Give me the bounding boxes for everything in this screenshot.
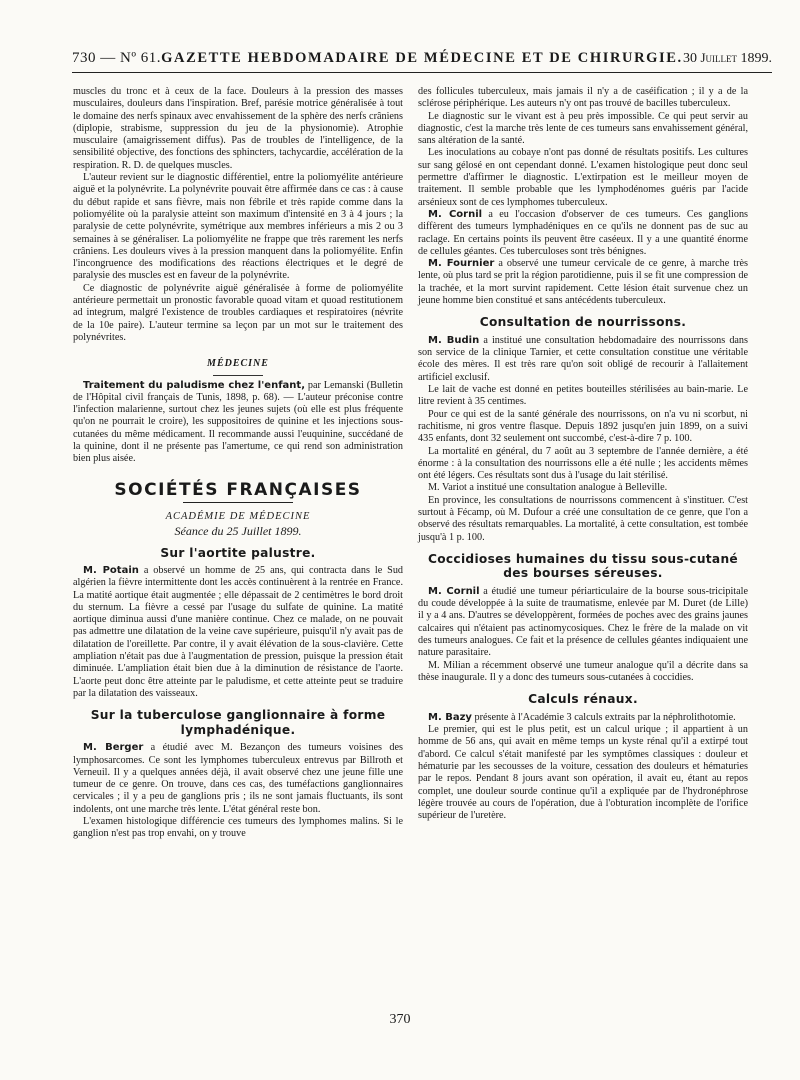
journal-title: GAZETTE HEBDOMADAIRE DE MÉDECINE ET DE CHIRURGIE. xyxy=(161,49,683,66)
author-name: M. Berger xyxy=(83,742,144,754)
paragraph: L'examen histologique différencie ces tumeurs des lymphomes malins. Si le ganglion n'est pas trop envahi, on y trouve xyxy=(73,816,403,840)
right-column xyxy=(418,86,748,822)
paragraph: Traitement du paludisme chez l'enfant, par Lemanski (Bulletin de l'Hôpital civil français de Tunis, 1898, p. 68). — L'auteur préconise contre l'infection malarienne, surtout chez les jeunes sujets (où elle est plus fréquente qu'on ne pourrait le croire), les suppositoires de quinine et les injections sous-cutanées du même médicament. Il recommande aussi l'euquinine, succédané de la quinine, dont il ne présente pas l'amertume, ce qui rend son administration bien plus aisée. xyxy=(73,379,404,465)
author-name: M. Cornil xyxy=(428,208,483,220)
subsection-title: Coccidioses humaines du tissu sous-cutané des bourses séreuses. xyxy=(427,551,738,581)
paragraph: La mortalité en général, du 7 août au 3 septembre de l'année dernière, a été énorme : à la consultation des nourrissons elle a été nulle ; les accidents mêmes ont été légers. Ces résultats sont dus à l'usage du lait stérilisé. xyxy=(418,445,748,482)
left-column xyxy=(73,86,403,841)
subsection-title: Calculs rénaux. xyxy=(528,692,638,707)
paragraph: M. Cornil a eu l'occasion d'observer de ces tumeurs. Ces ganglions diffèrent des tumeurs lymphadéniques en ce qu'ils ne donnent pas de suc au raclage. En certains points ils peuvent être caséeux. Il y a une quantité énorme de cellules géantes. Ces tuberculoses sont très bénignes. xyxy=(418,208,749,257)
paragraph: M. Fournier a observé une tumeur cervicale de ce genre, à marche très lente, où plus tard se prit la région parotidienne, puis il se fit une compression de la trachée, et la mort survint rapidement. Cette lésion était survenue chez un jeune homme bien constitué et sans antécédents tuberculeux. xyxy=(418,258,749,307)
author-name: M. Potain xyxy=(83,565,139,576)
paragraph: Le lait de vache est donné en petites bouteilles stérilisées au bain-marie. Le litre revient à 35 centimes. xyxy=(418,384,748,408)
paragraph: Ce diagnostic de polynévrite aiguë généralisée à forme de poliomyélite antérieure permettait un pronostic favorable quoad vitam et quoad restitutionem ad integrum, malgré l'existence de troubles cardiaques et respiratoires (névrite de la 10e paire). L'auteur termine sa leçon par un mot sur le traitement des polynévrites. xyxy=(73,282,403,343)
paragraph: M. Cornil a étudié une tumeur périarticulaire de la bourse sous-tricipitale du coude développée à la suite de traumatisme, enlevée par M. Duret (de Lille) il y a 4 ans. D'autres se développèrent, formées de poches avec des grains jaunes calcaires qui n'étaient pas actinomycosiques. Chez le frère de la malade on vit des tumeurs analogues. Ce fait et la présence de cellules géantes indiquaient une nature parasitaire. xyxy=(418,585,748,659)
rubric-heading: MÉDECINE xyxy=(207,358,269,370)
session-date: Séance du 25 Juillet 1899. xyxy=(174,524,302,539)
divider xyxy=(213,375,263,376)
paragraph: M. Berger a étudié avec M. Bezançon des tumeurs voisines des lymphosarcomes. Ce sont les lymphomes tuberculeux entrevus par Billroth et Verneuil. Il y a quelques années déjà, il avait observé chez une jeune fille une tumeur de ce genre. On trouve, dans ces cas, des tuméfactions ganglionnaires cervicales ; il y a peu de ganglions pris ; ils ne sont jamais fluctuants, ils sont indolents, ont une marche très lente. L'état général reste bon. xyxy=(73,742,403,815)
paragraph: muscles du tronc et à ceux de la face. Douleurs à la pression des masses musculaires, douleurs dans l'inspiration. Bref, parésie motrice généralisée à tout le domaine des nerfs spinaux avec envahissement de la sphère des nerfs crâniens (diplopie, strabisme, suppression du jeu de la physionomie). Atrophie musculaire (amaigrissement diffus). Pas de troubles de l'intelligence, de la sensibilité objective, des fonctions des sphincters, tachycardie, accélération de la respiration. R. D. de quelques muscles. xyxy=(73,86,403,171)
subsection-title: Sur l'aortite palustre. xyxy=(160,545,316,560)
paragraph: Le premier, qui est le plus petit, est un calcul urique ; il appartient à un homme de 56 ans, qui avait en même temps un kyste rénal qu'il a extirpé tout d'abord. Ce calcul s'était manifesté par les symptômes classiques : douleur et hématurie par les secousses de la voiture, cessation des douleurs et hématuries par le repos. Pendant 8 jours avant son opération, il avait eu, étant au repos complet, une douleur sourde continue qu'il a expliquée par de l'hydronéphrose légère trouvée au cours de l'opération, due à l'obturation incomplète de l'orifice supérieur de l'uretère. xyxy=(418,724,748,822)
page-folio: 370 xyxy=(389,1012,411,1027)
paragraph: M. Budin a institué une consultation hebdomadaire des nourrissons dans son service de la clinique Tarnier, et cette consultation constitue une véritable école des mères. Il est très rare qu'on soit obligé de recourir à l'allaitement artificiel exclusif. xyxy=(418,334,748,383)
paragraph: Les inoculations au cobaye n'ont pas donné de résultats positifs. Les cultures sur sang gélosé en ont cependant donné. L'examen histologique peut donc seul permettre d'affirmer le diagnostic. L'extirpation est le meilleur moyen de traitement. Il semble probable que les lymphodénomes guéris par l'acide arsénieux sont de ces lymphomes tuberculeux. xyxy=(418,147,748,208)
author-name: M. Bazy xyxy=(428,711,472,723)
paragraph: M. Potain a observé un homme de 25 ans, qui contracta dans le Sud algérien la fièvre intermittente dont les accès continuèrent à la rentrée en France. La matité aortique était augmentée ; elle dépassait de 2 centimètres le bord droit du sternum. La fièvre a cessé par l'usage du sulfate de quinine. La matité aortique diminua aussi d'une manière continue. Chez ce malade, on ne pouvait pas admettre une dilatation de la veine cave supérieure, puisqu'il n'y avait pas de dilatation de l'oreillette. Par contre, il y avait élévation de la sous-clavière. Cette ampliation n'était pas due à l'augmentation de pression, puisque la pression était diminuée. L'ampliation était bien due à la diminution de résistance de l'aorte. L'aorte peut donc être atteinte par le paludisme, et cette atteinte peut se traduire par la dilatation des vaisseaux. xyxy=(73,565,404,699)
paragraph: Le diagnostic sur le vivant est à peu près impossible. Ce qui peut servir au diagnostic, c'est la marche très lente de ces tumeurs sans envahissement général, sans altération de la santé. xyxy=(418,110,748,147)
issue-date: 30 Juillet 1899. xyxy=(682,49,772,66)
divider xyxy=(183,502,293,503)
paragraph: M. Variot a institué une consultation analogue à Belleville. xyxy=(428,482,668,494)
academy-heading: ACADÉMIE DE MÉDECINE xyxy=(165,510,311,522)
paragraph: M. Bazy présente à l'Académie 3 calculs extraits par la néphrolithotomie. xyxy=(428,711,736,723)
paragraph: M. Milian a récemment observé une tumeur analogue qu'il a décrite dans sa thèse inaugurale. Il y a donc des tumeurs sous-cutanées à coccidies. xyxy=(418,659,748,683)
paragraph: Pour ce qui est de la santé générale des nourrissons, on n'a vu ni scorbut, ni rachitisme, ni gros ventre flasque. Depuis 1892 jusqu'en juin 1899, on a suivi 435 enfants, dont 32 seulement ont succombé, c'est-à-dire 7 p. 100. xyxy=(418,408,748,445)
article-title: Traitement du paludisme chez l'enfant, xyxy=(83,379,305,391)
paragraph: des follicules tuberculeux, mais jamais il n'y a de caséification ; il y a de la sclérose périphérique. Les auteurs n'y ont pas trouvé de bacilles tuberculeux. xyxy=(418,86,748,110)
paragraph: L'auteur revient sur le diagnostic différentiel, entre la poliomyélite antérieure aiguë et la polynévrite. La polynévrite pouvait être affirmée dans ce cas : à cause du début rapide et sans fièvre, mais non fébrile et très rapide comme dans la poliomyélite où la paralysie atteint son maximum d'intensité en 3 à 4 jours ; la paralysie de cette polynévrite, symétrique aux membres inférieurs a mis 2 ou 3 semaines à se généraliser. La poliomyélite ne frappe que très rarement les nerfs crâniens. Les douleurs vives à la pression manquent dans la poliomyélite. Enfin l'incongruence des modifications des réactions électriques et le degré de paralysie des muscles est en faveur de la polynévrite. xyxy=(73,172,403,282)
subsection-title: Sur la tuberculose ganglionnaire à forme lymphadénique. xyxy=(90,708,386,737)
page-number-and-issue: 730 — Nº 61. xyxy=(72,49,161,66)
subsection-title: Consultation de nourrissons. xyxy=(479,315,687,330)
author-name: M. Cornil xyxy=(428,585,480,597)
author-name: M. Fournier xyxy=(428,258,495,270)
running-header xyxy=(72,44,772,73)
section-title: SOCIÉTÉS FRANÇAISES xyxy=(114,479,362,500)
author-name: M. Budin xyxy=(428,334,480,346)
paragraph: En province, les consultations de nourrissons commencent à s'instituer. C'est surtout à Fécamp, où M. Dufour a créé une consultation de ce genre, que l'on a observé des résultats remarquables. La mortalité, à cette consultation, est tombée jusqu'à 1 p. 100. xyxy=(418,494,748,543)
